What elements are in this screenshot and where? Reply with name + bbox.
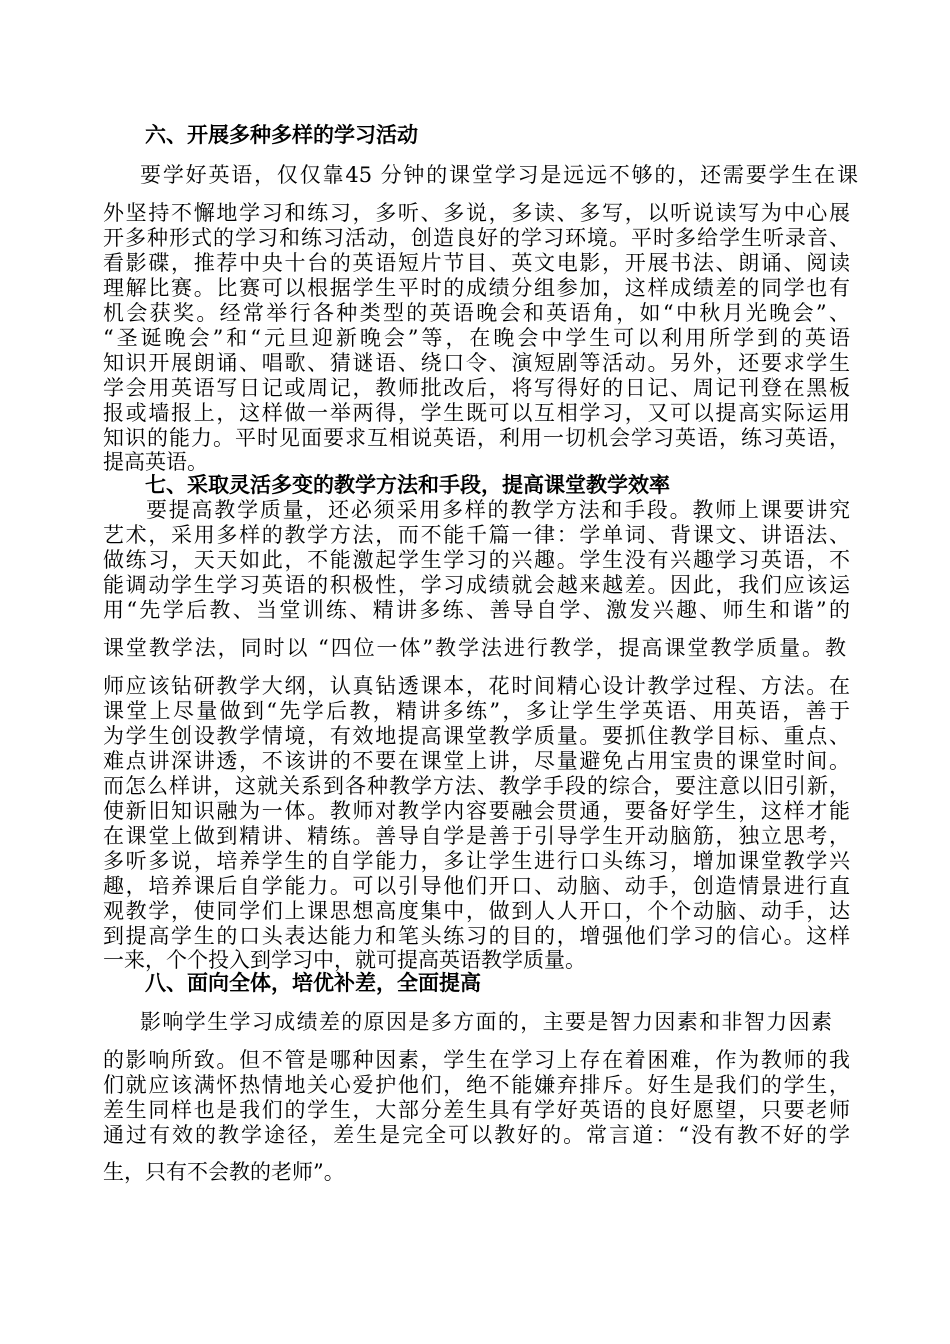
body-line: 难点讲深讲透，不该讲的不要在课堂上讲，尽量避免占用宝贵的课堂时间。 xyxy=(103,749,850,773)
body-line: 要学好英语，仅仅靠45 分钟的课堂学习是远远不够的，还需要学生在课 xyxy=(140,163,858,187)
body-line: 在课堂上做到精讲、精练。善导自学是善于引导学生开动脑筋，独立思考， xyxy=(103,824,850,848)
body-line: 观教学，使同学们上课思想高度集中，做到人人开口，个个动脑、动手，达 xyxy=(103,899,850,923)
section-heading: 八、面向全体，培优补差，全面提高 xyxy=(145,971,481,995)
body-line: 而怎么样讲，这就关系到各种教学方法、教学手段的综合，要注意以旧引新， xyxy=(103,774,850,798)
body-line: 差生同样也是我们的学生，大部分差生具有学好英语的良好愿望，只要老师 xyxy=(103,1098,850,1122)
body-line: 通过有效的教学途径，差生是完全可以教好的。常言道：“没有教不好的学 xyxy=(103,1123,850,1147)
section-heading: 六、开展多种多样的学习活动 xyxy=(145,123,418,147)
body-line: 开多种形式的学习和练习活动，创造良好的学习环境。平时多给学生听录音、 xyxy=(103,226,850,250)
body-line: 用“先学后教、当堂训练、精讲多练、善导自学、激发兴趣、师生和谐”的 xyxy=(103,598,850,622)
body-line: 使新旧知识融为一体。教师对教学内容要融会贯通，要备好学生，这样才能 xyxy=(103,799,850,823)
body-line: 知识开展朗诵、唱歌、猜谜语、绕口令、演短剧等活动。另外，还要求学生 xyxy=(103,351,850,375)
body-line: 课堂教学法，同时以 “四位一体”教学法进行教学，提高课堂教学质量。教 xyxy=(103,636,846,660)
body-line: 理解比赛。比赛可以根据学生平时的成绩分组参加，这样成绩差的同学也有 xyxy=(103,276,850,300)
body-line: 趣，培养课后自学能力。可以引导他们开口、动脑、动手，创造情景进行直 xyxy=(103,874,850,898)
body-line: 提高英语。 xyxy=(103,450,208,474)
body-line: 做练习，天天如此，不能激起学生学习的兴趣。学生没有兴趣学习英语，不 xyxy=(103,548,850,572)
body-line: 知识的能力。平时见面要求互相说英语，利用一切机会学习英语，练习英语， xyxy=(103,426,850,450)
body-line: 多听多说，培养学生的自学能力，多让学生进行口头练习，增加课堂教学兴 xyxy=(103,849,850,873)
section-heading: 七、采取灵活多变的教学方法和手段，提高课堂教学效率 xyxy=(145,473,670,497)
body-line: 外坚持不懈地学习和练习，多听、多说，多读、多写，以听说读写为中心展 xyxy=(103,201,850,225)
body-line: 课堂上尽量做到“先学后教，精讲多练”，多让学生学英语、用英语，善于 xyxy=(103,699,850,723)
body-line: 影响学生学习成绩差的原因是多方面的，主要是智力因素和非智力因素 xyxy=(140,1010,832,1034)
body-line: 师应该钻研教学大纲，认真钻透课本，花时间精心设计教学过程、方法。在 xyxy=(103,674,850,698)
body-line: 能调动学生学习英语的积极性，学习成绩就会越来越差。因此，我们应该运 xyxy=(103,573,850,597)
body-line: 艺术，采用多样的教学方法，而不能千篇一律：学单词、背课文、讲语法、 xyxy=(103,523,850,547)
body-line: 们就应该满怀热情地关心爱护他们，绝不能嫌弃排斥。好生是我们的学生， xyxy=(103,1073,850,1097)
body-line: 生，只有不会教的老师”。 xyxy=(103,1160,345,1184)
body-line: 的影响所致。但不管是哪种因素，学生在学习上存在着困难，作为教师的我 xyxy=(103,1048,850,1072)
body-line: 一来，个个投入到学习中，就可提高英语教学质量。 xyxy=(103,948,586,972)
body-line: 报或墙报上，这样做一举两得，学生既可以互相学习，又可以提高实际运用 xyxy=(103,401,850,425)
body-line: 学会用英语写日记或周记，教师批改后，将写得好的日记、周记刊登在黑板 xyxy=(103,376,850,400)
body-line: 要提高教学质量，还必须采用多样的教学方法和手段。教师上课要讲究 xyxy=(146,498,850,522)
body-line: 看影碟，推荐中央十台的英语短片节目、英文电影，开展书法、朗诵、阅读 xyxy=(103,251,850,275)
body-line: 为学生创设教学情境，有效地提高课堂教学质量。要抓住教学目标、重点、 xyxy=(103,724,850,748)
body-line: 到提高学生的口头表达能力和笔头练习的目的，增强他们学习的信心。这样 xyxy=(103,924,850,948)
body-line: 机会获奖。经常举行各种类型的英语晚会和英语角，如“中秋月光晚会”、 xyxy=(103,301,850,325)
body-line: “圣诞晚会”和“元旦迎新晚会”等，在晚会中学生可以利用所学到的英语 xyxy=(103,326,850,350)
